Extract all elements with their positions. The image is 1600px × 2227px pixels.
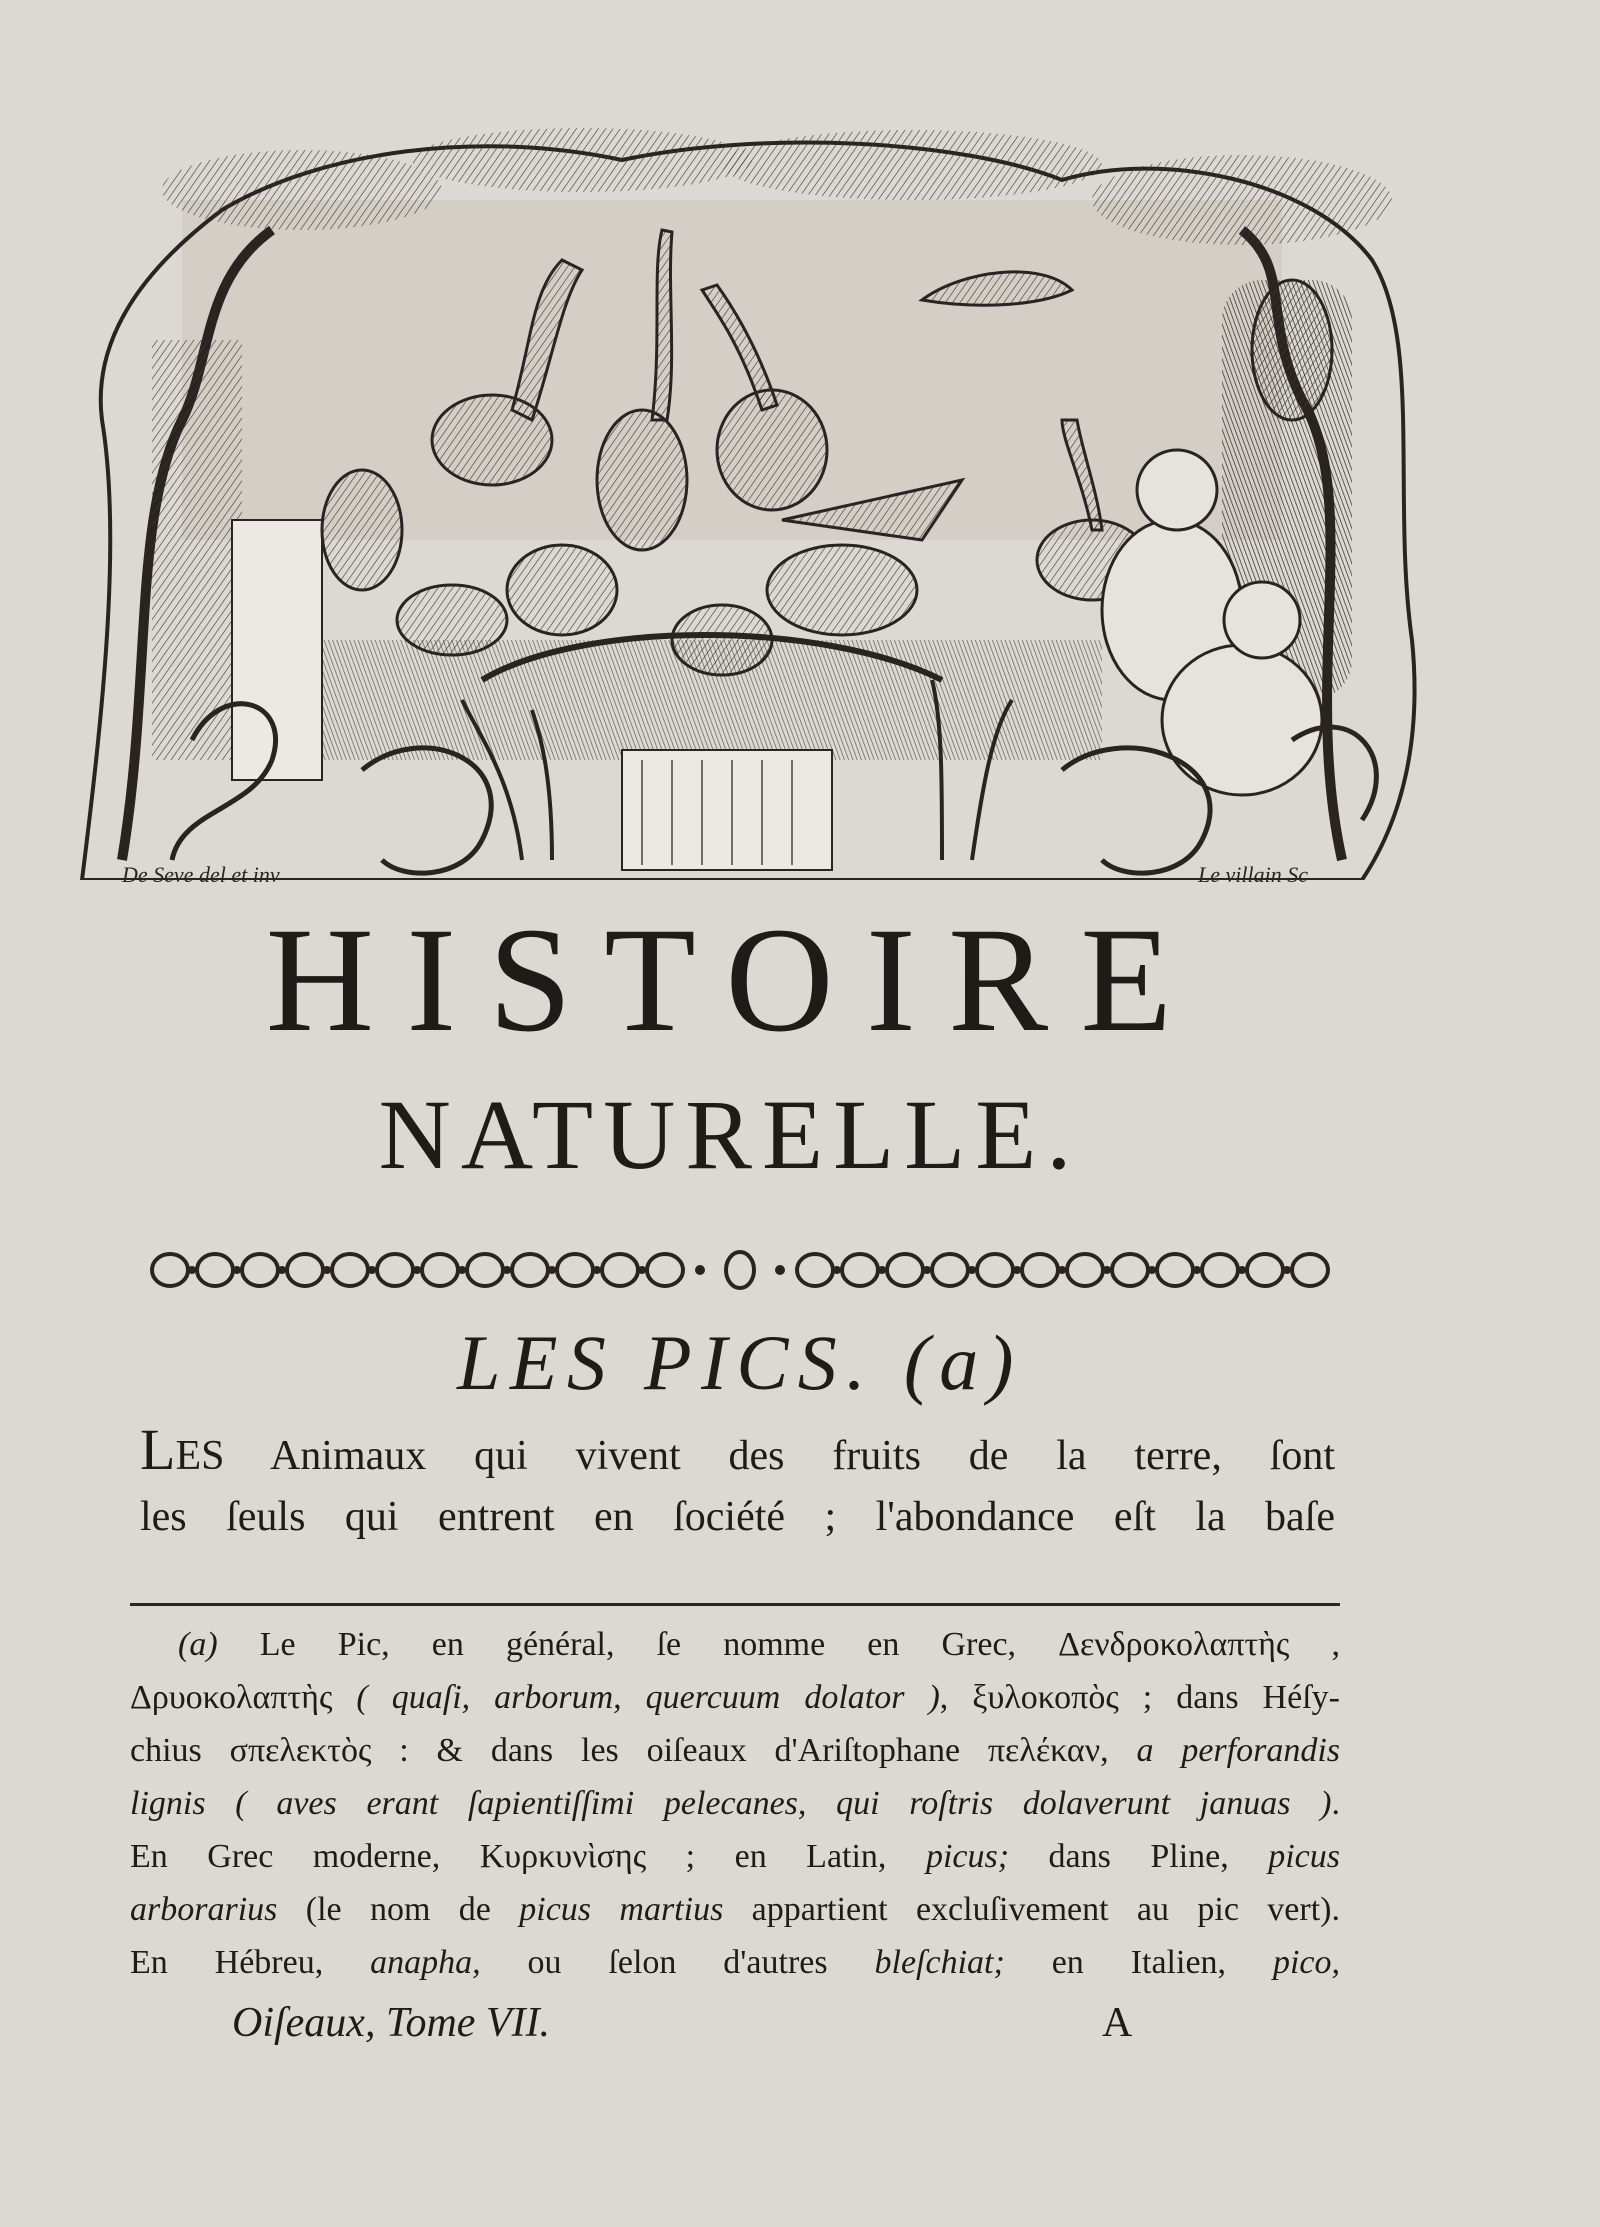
footnote-italic: picus; <box>925 1838 1010 1875</box>
footnote <box>130 1618 1340 1989</box>
engraving-birds-illustration <box>62 120 1442 880</box>
typographic-ornament-band <box>140 1245 1340 1295</box>
footnote-text: en Italien, <box>1004 1944 1273 1981</box>
body-line-1-text: ES Animaux qui vivent des fruits de la terre, ſont <box>175 1433 1335 1479</box>
footnote-text: ou ſelon d'autres <box>480 1944 875 1981</box>
footnote-line-4 <box>130 1777 1340 1830</box>
section-title: LES PICS. (a) <box>457 1319 1023 1406</box>
footnote-italic: picus martius <box>519 1891 724 1928</box>
footnote-text: Le Pic, en général, ſe nomme en Grec, <box>217 1626 1059 1663</box>
body-line-2: les ſeuls qui entrent en ſociété ; l'abondance eſt la baſe <box>140 1494 1335 1540</box>
footnote-line-7 <box>130 1936 1340 1989</box>
footnote-italic: arborarius <box>130 1891 278 1928</box>
footnote-text: chius σπελεκτὸς : & dans les oiſeaux d'Ariſtophane πελέκαν, <box>130 1732 1137 1769</box>
footnote-italic: ( quaſi, arborum, quercuum dolator ) <box>356 1679 940 1716</box>
footnote-marker: (a) <box>178 1626 218 1663</box>
footnote-italic: bleſchiat; <box>874 1944 1005 1981</box>
footnote-text: Δρυοκολαπτὴς <box>130 1679 357 1716</box>
footnote-line-1 <box>130 1618 1340 1671</box>
footnote-line-3 <box>130 1724 1340 1777</box>
footnote-text: dans Pline, <box>1009 1838 1269 1875</box>
footnote-italic: lignis ( aves erant ſapientiſſimi pelecanes, qui roſtris dolaverunt januas ) <box>130 1785 1332 1822</box>
body-line-1 <box>140 1418 1335 1488</box>
footnote-text: En Grec moderne, Κυρκυνὶσης ; en Latin, <box>130 1838 926 1875</box>
footnote-text: (le nom de <box>277 1891 520 1928</box>
footnote-line-5 <box>130 1830 1340 1883</box>
signature-mark: A <box>1102 2000 1133 2046</box>
footnote-italic: picus <box>1268 1838 1341 1875</box>
footnote-text: appartient excluſivement au pic vert). <box>723 1891 1340 1928</box>
footnote-rule <box>130 1603 1340 1606</box>
footnote-italic: a perforandis <box>1136 1732 1340 1769</box>
footnote-italic: anapha, <box>370 1944 481 1981</box>
footnote-italic: pico, <box>1272 1944 1340 1981</box>
footnote-line-2 <box>130 1671 1340 1724</box>
footnote-text: Δενδροκολαπτὴς , <box>1058 1626 1340 1663</box>
page-title-line2: NATURELLE. <box>378 1079 1082 1190</box>
footnote-text: . <box>1331 1785 1340 1822</box>
footnote-text: , ξυλοκοπὸς ; dans Héſy- <box>939 1679 1340 1716</box>
page-title-line1: HISTOIRE <box>265 897 1205 1063</box>
footnote-text: En Hébreu, <box>130 1944 371 1981</box>
footnote-line-6 <box>130 1883 1340 1936</box>
drop-capital: L <box>140 1417 176 1482</box>
engraving-credit-engraver: Le villain Sc <box>1198 862 1308 887</box>
engraving-credit-artist: De Seve del et inv <box>122 862 280 887</box>
signature-line: Oiſeaux, Tome VII. <box>232 2000 551 2046</box>
